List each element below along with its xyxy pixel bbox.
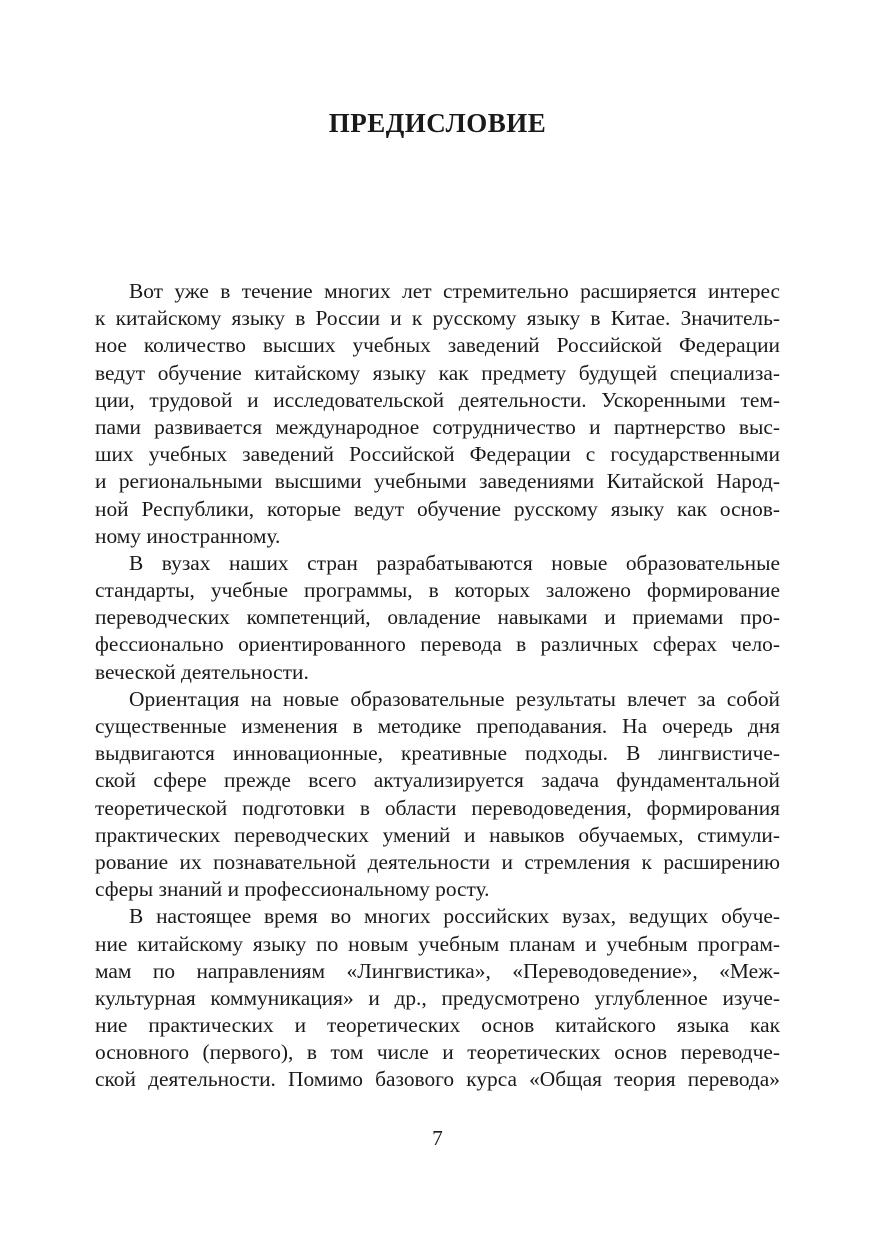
text-line: существенные изменения в методике преподавания. На очередь дня <box>95 714 780 738</box>
text-line: рование их познавательной деятельности и стремления к расширению <box>95 849 780 874</box>
text-line: В настоящее время во многих российских вузах, ведущих обуче- <box>129 904 780 929</box>
text-line: ное количество высших учебных заведений Российской Федерации <box>95 333 780 358</box>
paragraph <box>95 686 780 904</box>
text-line: ние практических и теоретических основ китайского языка как <box>95 1013 780 1038</box>
text-line: ции, трудовой и исследовательской деятельности. Ускоренными тем- <box>95 387 780 412</box>
text-line: основного (первого), в том числе и теоретических основ переводче- <box>95 1040 780 1065</box>
paragraph <box>95 550 780 686</box>
text-line: выдвигаются инновационные, креативные подходы. В лингвистиче- <box>95 741 780 766</box>
text-line: ской сфере прежде всего актуализируется задача фундаментальной <box>95 768 780 793</box>
page-number: 7 <box>432 1126 443 1150</box>
text-line: Ориентация на новые образовательные результаты влечет за собой <box>129 686 780 711</box>
text-line: Вот уже в течение многих лет стремительно расширяется интерес <box>129 279 780 303</box>
text-line: практических переводческих умений и навыков обучаемых, стимули- <box>95 822 780 847</box>
text-line: сферы знаний и профессиональному росту. <box>95 877 490 902</box>
text-line: фессионально ориентированного перевода в различных сферах чело- <box>95 632 780 657</box>
text-line: теоретической подготовки в области переводоведения, формирования <box>95 795 780 820</box>
text-line: мам по направлениям «Лингвистика», «Переводоведение», «Меж- <box>95 958 780 983</box>
text-line: переводческих компетенций, овладение навыками и приемами про- <box>95 605 780 630</box>
page-title: ПРЕДИСЛОВИЕ <box>328 108 547 138</box>
text-line: и региональными высшими учебными заведениями Китайской Народ- <box>95 469 780 494</box>
text-line: ному иностранному. <box>95 523 281 548</box>
text-line: ние китайскому языку по новым учебным планам и учебным програм- <box>95 931 780 956</box>
text-line: стандарты, учебные программы, в которых заложено формирование <box>95 578 780 603</box>
text-line: культурная коммуникация» и др., предусмотрено углубленное изуче- <box>95 985 780 1010</box>
text-line: к китайскому языку в России и к русскому языку в Китае. Значитель- <box>95 306 780 331</box>
text-line: ших учебных заведений Российской Федерации с государственными <box>95 442 780 467</box>
text-line: веческой деятельности. <box>95 659 309 684</box>
text-line: ной Республики, которые ведут обучение русскому языку как основ- <box>95 496 780 521</box>
text-line: ской деятельности. Помимо базового курса «Общая теория перевода» <box>95 1067 780 1092</box>
text-line: пами развивается международное сотрудничество и партнерство выс- <box>95 414 780 439</box>
text-line: ведут обучение китайскому языку как предмету будущей специализа- <box>95 360 780 385</box>
text-line: В вузах наших стран разрабатываются новые образовательные <box>129 550 780 575</box>
paragraph <box>95 278 780 550</box>
body-text <box>95 278 780 1094</box>
paragraph <box>95 903 780 1093</box>
